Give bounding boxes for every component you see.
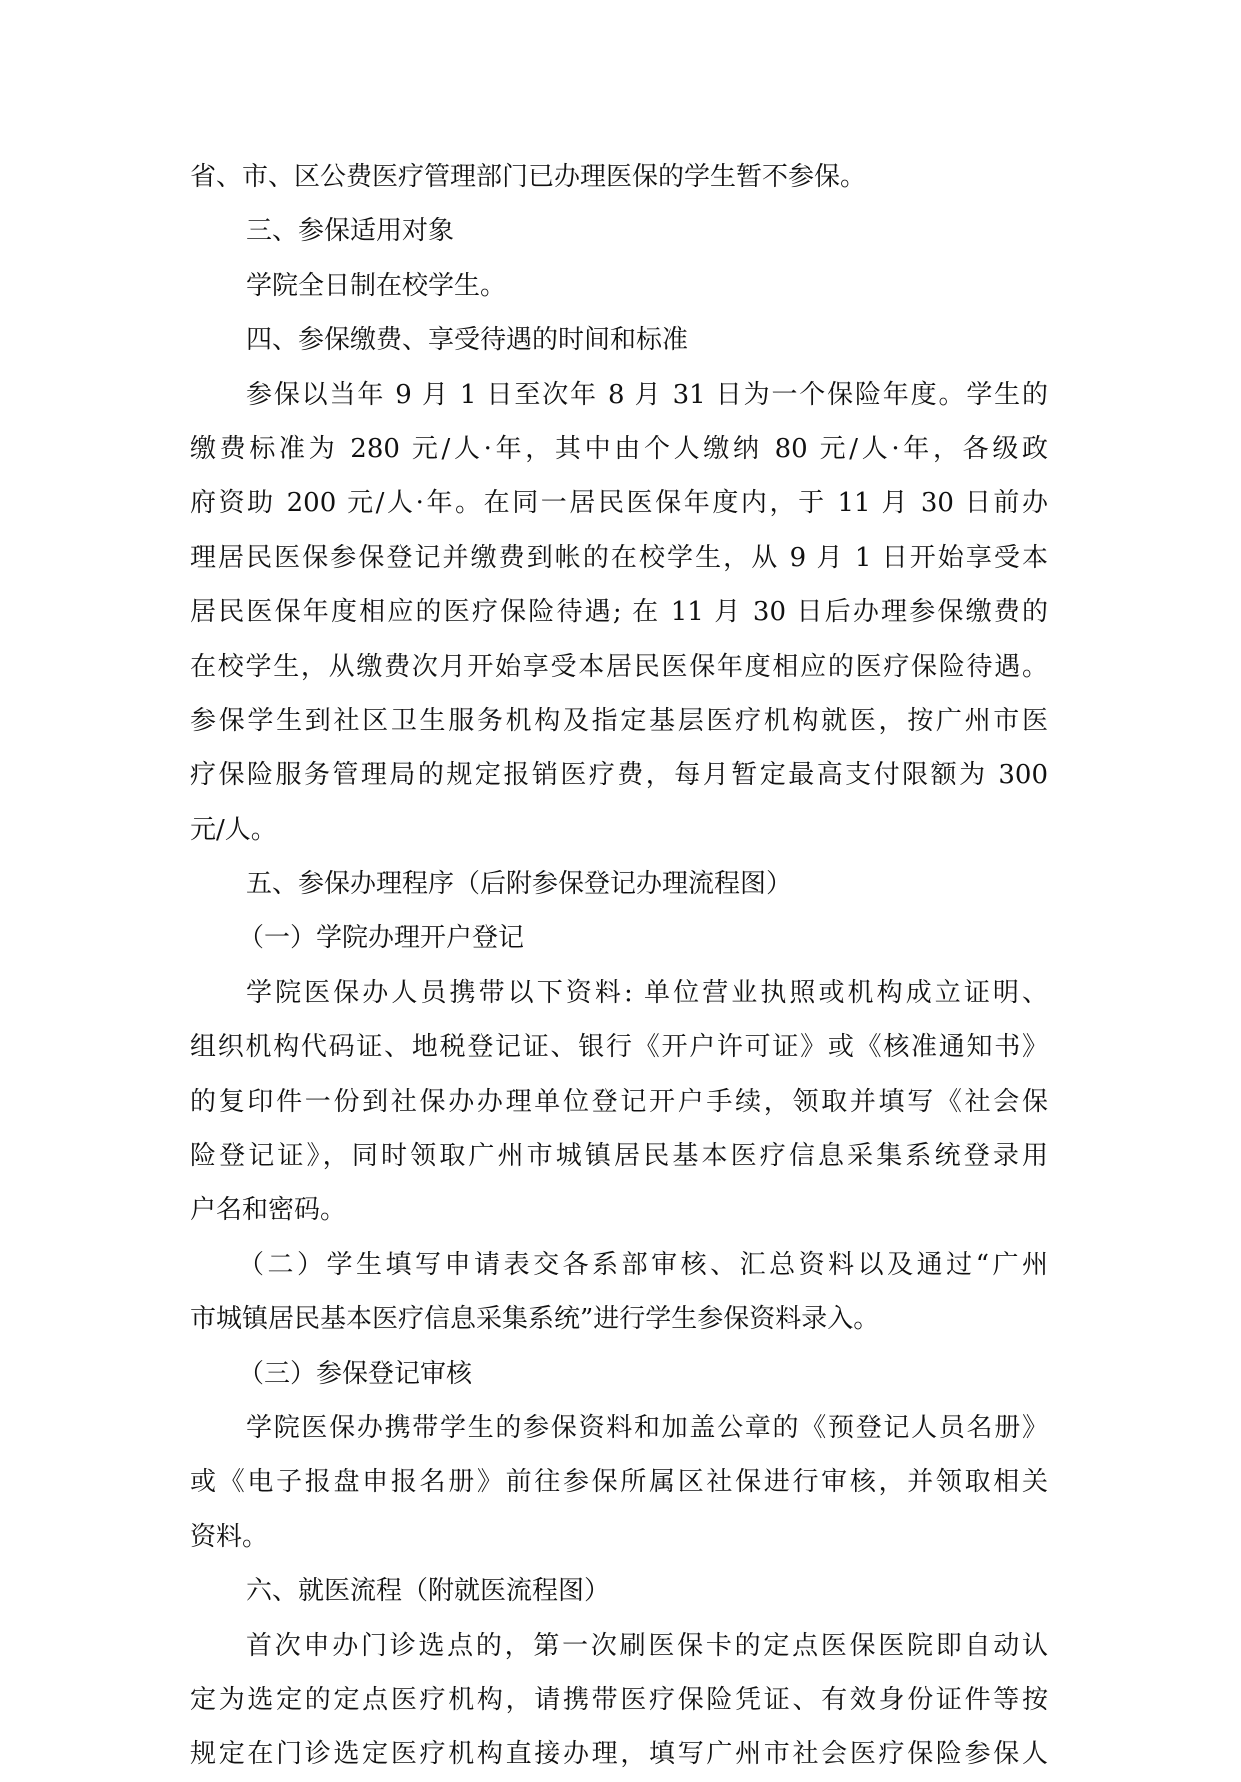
text-line: 定为选定的定点医疗机构，请携带医疗保险凭证、有效身份证件等按 [190, 1684, 1048, 1715]
text-line: 疗保险服务管理局的规定报销医疗费，每月暂定最高支付限额为 300 [190, 760, 1048, 791]
text-line: 户名和密码。 [190, 1195, 347, 1226]
text-line: 首次申办门诊选点的，第一次刷医保卡的定点医保医院即自动认 [246, 1630, 1048, 1661]
subsection-heading: （三）参保登记审核 [238, 1358, 473, 1389]
text-line: 的复印件一份到社保办办理单位登记开户手续，领取并填写《社会保 [190, 1086, 1048, 1117]
text-line: 府资助 200 元/人·年。在同一居民医保年度内，于 11 月 30 日前办 [190, 488, 1048, 519]
section-heading: 三、参保适用对象 [246, 216, 455, 247]
section-heading: 四、参保缴费、享受待遇的时间和标准 [246, 325, 689, 356]
text-line: 组织机构代码证、地税登记证、银行《开户许可证》或《核准通知书》 [190, 1032, 1048, 1063]
text-line: 资料。 [190, 1521, 269, 1552]
text-line: 规定在门诊选定医疗机构直接办理，填写广州市社会医疗保险参保人 [190, 1739, 1048, 1770]
subsection-heading: （一）学院办理开户登记 [238, 923, 525, 954]
text-line: 居民医保年度相应的医疗保险待遇; 在 11 月 30 日后办理参保缴费的 [190, 597, 1048, 628]
document-page [190, 150, 1048, 1782]
text-line: 省、市、区公费医疗管理部门已办理医保的学生暂不参保。 [190, 162, 867, 192]
section-heading: 六、就医流程（附就医流程图） [246, 1576, 611, 1607]
text-line: 市城镇居民基本医疗信息采集系统”进行学生参保资料录入。 [190, 1304, 880, 1335]
text-line: 参保以当年 9 月 1 日至次年 8 月 31 日为一个保险年度。学生的 [246, 379, 1048, 410]
text-line: 险登记证》，同时领取广州市城镇居民基本医疗信息采集系统登录用 [190, 1141, 1048, 1172]
text-line: 学院全日制在校学生。 [246, 270, 507, 301]
text-line: 或《电子报盘申报名册》前往参保所属区社保进行审核，并领取相关 [190, 1467, 1048, 1498]
text-line: 缴费标准为 280 元/人·年，其中由个人缴纳 80 元/人·年，各级政 [190, 433, 1048, 464]
text-line: 在校学生，从缴费次月开始享受本居民医保年度相应的医疗保险待遇。 [190, 651, 1048, 682]
section-heading: 五、参保办理程序（后附参保登记办理流程图） [246, 869, 793, 900]
text-line: 参保学生到社区卫生服务机构及指定基层医疗机构就医，按广州市医 [190, 705, 1048, 736]
text-line: 元/人。 [190, 814, 277, 845]
text-line: 学院医保办携带学生的参保资料和加盖公章的《预登记人员名册》 [246, 1412, 1048, 1443]
text-line: 理居民医保参保登记并缴费到帐的在校学生，从 9 月 1 日开始享受本 [190, 542, 1048, 573]
subsection-heading: （二）学生填写申请表交各系部审核、汇总资料以及通过“广州 [238, 1249, 1048, 1280]
text-line: 学院医保办人员携带以下资料: 单位营业执照或机构成立证明、 [246, 977, 1048, 1008]
